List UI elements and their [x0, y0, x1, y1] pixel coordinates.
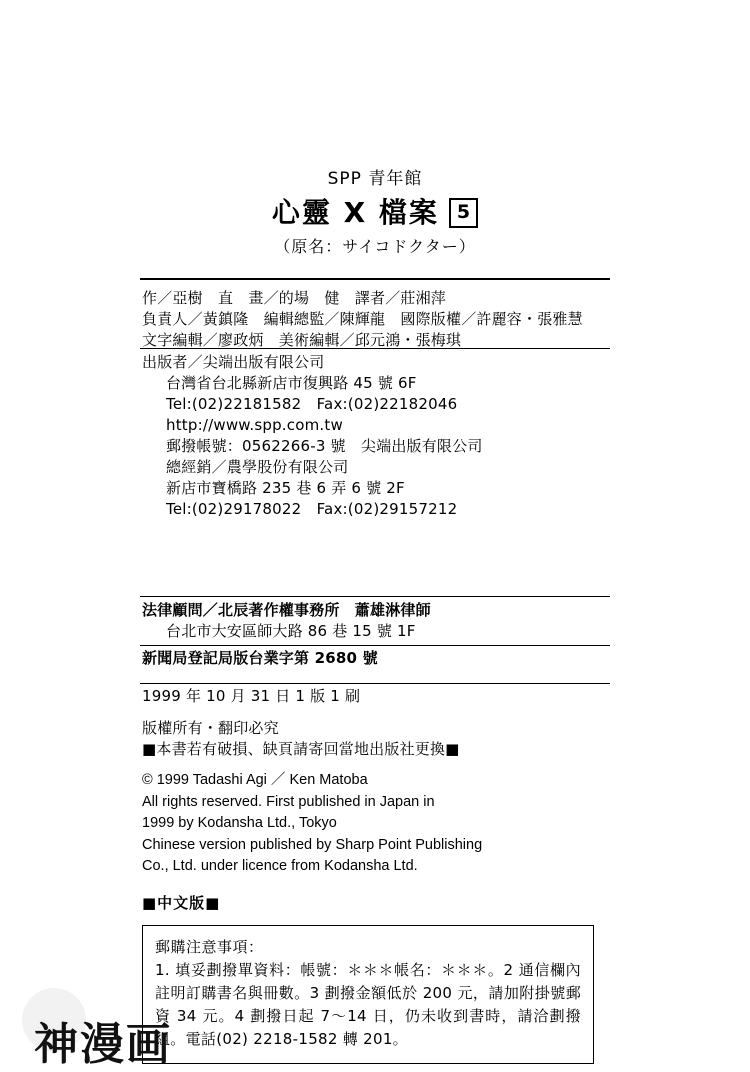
credit-line: 文字編輯／廖政炳 美術編輯／邱元鴻・張梅琪	[142, 331, 462, 349]
copyright-notice: 版權所有・翻印必究	[142, 719, 279, 737]
latin-copyright-line: Co., Ltd. under licence from Kodansha Ltd.	[142, 858, 418, 874]
registration-number: 新聞局登記局版台業字第 2680 號	[142, 649, 378, 667]
original-title: （原名：サイコドクター）	[274, 237, 476, 256]
volume-badge: 5	[449, 198, 478, 228]
latin-copyright-line: All rights reserved. First published in Japan in	[142, 793, 435, 810]
divider-registration	[140, 645, 610, 646]
credit-line: 負責人／黃鎮隆 編輯總監／陳輝龍 國際版權／許麗容・張雅慧	[142, 310, 583, 328]
credits-block	[142, 288, 622, 351]
notice-title: 郵購注意事項：	[155, 938, 264, 956]
postal-account: 郵撥帳號：0562266-3 號 尖端出版有限公司	[166, 437, 483, 455]
publisher-address: 台灣省台北縣新店市復興路 45 號 6F	[166, 374, 417, 392]
distributor-phone: Tel:(02)29178022 Fax:(02)29157212	[166, 500, 458, 518]
latin-copyright-line: 1999 by Kodansha Ltd., Tokyo	[142, 815, 337, 831]
replacement-notice: ■本書若有破損、缺頁請寄回當地出版社更換■	[142, 740, 460, 758]
divider-legal	[140, 596, 610, 597]
publisher-block	[142, 352, 622, 520]
rights-block	[142, 718, 622, 760]
chinese-version-mark: ■中文版■	[142, 894, 221, 912]
publisher-website: http://www.spp.com.tw	[166, 416, 343, 434]
divider-top	[140, 278, 610, 280]
latin-copyright-block	[142, 770, 622, 878]
divider-date	[140, 683, 610, 684]
page-title: 心靈 X 檔案	[271, 196, 439, 229]
imprint-label: SPP 青年館	[327, 169, 423, 189]
mail-order-notice-box	[142, 925, 594, 1064]
latin-copyright-line: © 1999 Tadashi Agi ／ Ken Matoba	[142, 772, 368, 788]
print-date: 1999 年 10 月 31 日 1 版 1 刷	[142, 687, 361, 705]
publisher-phone: Tel:(02)22181582 Fax:(02)22182046	[166, 395, 458, 413]
divider-credits	[140, 348, 610, 349]
notice-body: 1. 填妥劃撥單資料：帳號：＊＊＊帳名：＊＊＊。2 通信欄內註明訂購書名與冊數。3 劃撥金額低於 200 元，請加附掛號郵資 34 元。4 劃撥日起 7～14 日，仍未收到書時，請洽劃撥組。電話(02) 2218-1582 轉 201。	[155, 961, 581, 1048]
distributor-name: 總經銷／農學股份有限公司	[166, 458, 349, 476]
legal-block	[142, 600, 622, 642]
latin-copyright-line: Chinese version published by Sharp Point Publishing	[142, 836, 483, 853]
page-header	[0, 168, 750, 258]
distributor-address: 新店市寶橋路 235 巷 6 弄 6 號 2F	[166, 479, 405, 497]
title-row	[0, 196, 750, 230]
site-watermark: 神漫画	[34, 1019, 172, 1070]
credit-line: 作／亞樹 直 畫／的場 健 譯者／莊湘萍	[142, 289, 447, 307]
legal-address: 台北市大安區師大路 86 巷 15 號 1F	[166, 622, 416, 640]
publisher-name: 出版者／尖端出版有限公司	[142, 353, 325, 371]
legal-counsel: 法律顧問／北辰著作權事務所 蕭雄淋律師	[142, 601, 431, 619]
